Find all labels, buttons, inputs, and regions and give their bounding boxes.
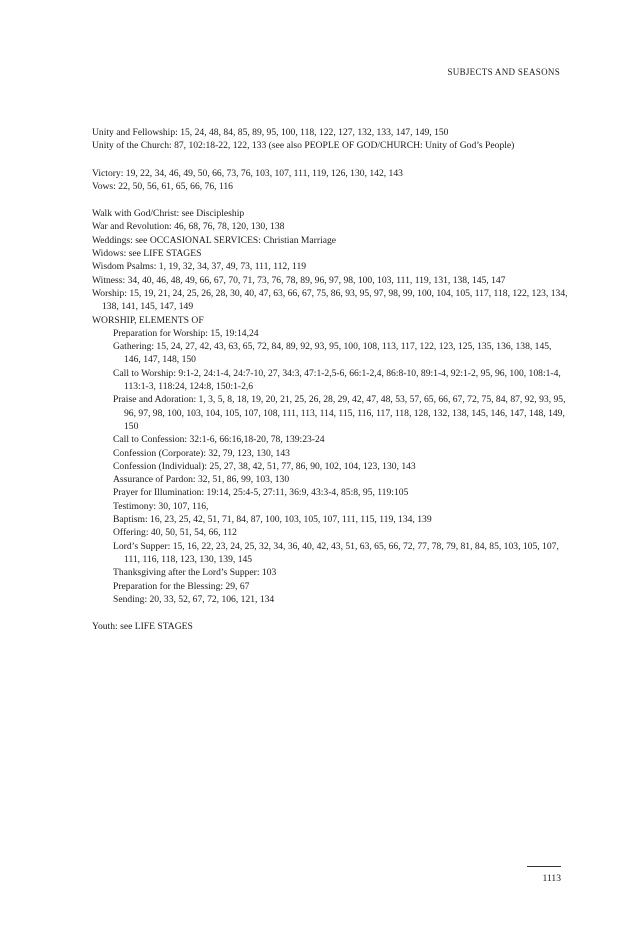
index-entry: Walk with God/Christ: see Discipleship (92, 208, 245, 220)
index-group-v (92, 167, 568, 194)
index-entry: Widows: see LIFE STAGES (92, 248, 202, 260)
index-entry: Weddings: see OCCASIONAL SERVICES: Christian Marriage (92, 234, 337, 246)
index-subentry: Thanksgiving after the Lord’s Supper: 103 (113, 567, 277, 579)
index-subentry: Testimony: 30, 107, 116, (113, 500, 209, 512)
index-subentry: Confession (Corporate): 32, 79, 123, 130, 143 (113, 447, 290, 459)
index-subentry: Lord’s Supper: 15, 16, 22, 23, 24, 25, 32, 34, 36, 40, 42, 43, 51, 63, 65, 66, 72, 77, 78, 79, 81, 84, 85, 103, 105, 107, 111, 116, 118, 123, 130, 139, 145 (113, 540, 559, 565)
index-subentry: Confession (Individual): 25, 27, 38, 42, 51, 77, 86, 90, 102, 104, 123, 130, 143 (113, 460, 416, 472)
index-subentry: Sending: 20, 33, 52, 67, 72, 106, 121, 134 (113, 593, 275, 605)
index-subentry: Call to Confession: 32:1-6, 66:16,18-20, 78, 139:23-24 (113, 434, 325, 446)
index-entry: Unity and Fellowship: 15, 24, 48, 84, 85, 89, 95, 100, 118, 122, 127, 132, 133, 147, 149, 150 (92, 127, 449, 138)
index-entry: War and Revolution: 46, 68, 76, 78, 120, 130, 138 (92, 221, 285, 233)
index-subentry: Baptism: 16, 23, 25, 42, 51, 71, 84, 87, 100, 103, 105, 107, 111, 115, 119, 134, 139 (113, 514, 432, 526)
index-entry: Witness: 34, 40, 46, 48, 49, 66, 67, 70, 71, 73, 76, 78, 89, 96, 97, 98, 100, 103, 111, 119, 131, 138, 145, 147 (92, 274, 506, 286)
index-entry: Worship: 15, 19, 21, 24, 25, 26, 28, 30, 40, 47, 63, 66, 67, 75, 86, 93, 95, 97, 98, 99, 100, 104, 105, 117, 118, 122, 123, 134, 138, 141, 145, 147, 149 (92, 287, 568, 313)
index-subentry: Offering: 40, 50, 51, 54, 66, 112 (113, 527, 237, 539)
index-entry: Vows: 22, 50, 56, 61, 65, 66, 76, 116 (92, 180, 233, 192)
index-subentry: Prayer for Illumination: 19:14, 25:4-5, 27:11, 36:9, 43:3-4, 85:8, 95, 119:105 (113, 487, 409, 499)
index-entry: Victory: 19, 22, 34, 46, 49, 50, 66, 73, 76, 103, 107, 111, 119, 126, 130, 142, 143 (92, 167, 403, 179)
page-number: 1113 (542, 873, 561, 884)
index-subentry: Preparation for Worship: 15, 19:14,24 (113, 327, 259, 339)
index-subentry: Preparation for the Blessing: 29, 67 (113, 580, 250, 592)
index-subentries (92, 327, 568, 606)
index-group-w (92, 207, 568, 606)
index-subentry: Gathering: 15, 24, 27, 42, 43, 63, 65, 72, 84, 89, 92, 93, 95, 100, 108, 113, 117, 122, 123, 125, 135, 136, 138, 145, 146, 147, 148, 150 (113, 341, 552, 366)
index-entry: Youth: see LIFE STAGES (92, 621, 193, 633)
index-subentry: Call to Worship: 9:1-2, 24:1-4, 24:7-10, 27, 34:3, 47:1-2,5-6, 66:1-2,4, 86:8-10, 89:1-4, 92:1-2, 95, 96, 100, 108:1-4, 113:1-3, 118:24, 124:8, 150:1-2,6 (113, 367, 561, 393)
index-heading-worship-elements: WORSHIP, ELEMENTS OF (92, 314, 204, 326)
index-subentry: Assurance of Pardon: 32, 51, 86, 99, 103, 130 (113, 474, 290, 486)
index-entry: Unity of the Church: 87, 102:18-22, 122, 133 (see also PEOPLE OF GOD/CHURCH: Unity of God’s People) (92, 140, 515, 152)
running-head: SUBJECTS AND SEASONS (447, 67, 560, 77)
index-subentry: Praise and Adoration: 1, 3, 5, 8, 18, 19, 20, 21, 25, 26, 28, 29, 42, 47, 48, 53, 57, 65, 66, 67, 72, 75, 84, 87, 92, 93, 95, 96, 97, 98, 100, 103, 104, 105, 107, 108, 111, 113, 114, 115, 116, 117, 118, 128, 132, 138, 145, 146, 147, 148, 149, 150 (113, 394, 566, 432)
index-content (92, 126, 568, 647)
folio-rule (527, 866, 561, 867)
index-group-u (92, 126, 568, 153)
index-entry: Wisdom Psalms: 1, 19, 32, 34, 37, 49, 73, 111, 112, 119 (92, 261, 307, 273)
index-group-y (92, 620, 568, 633)
